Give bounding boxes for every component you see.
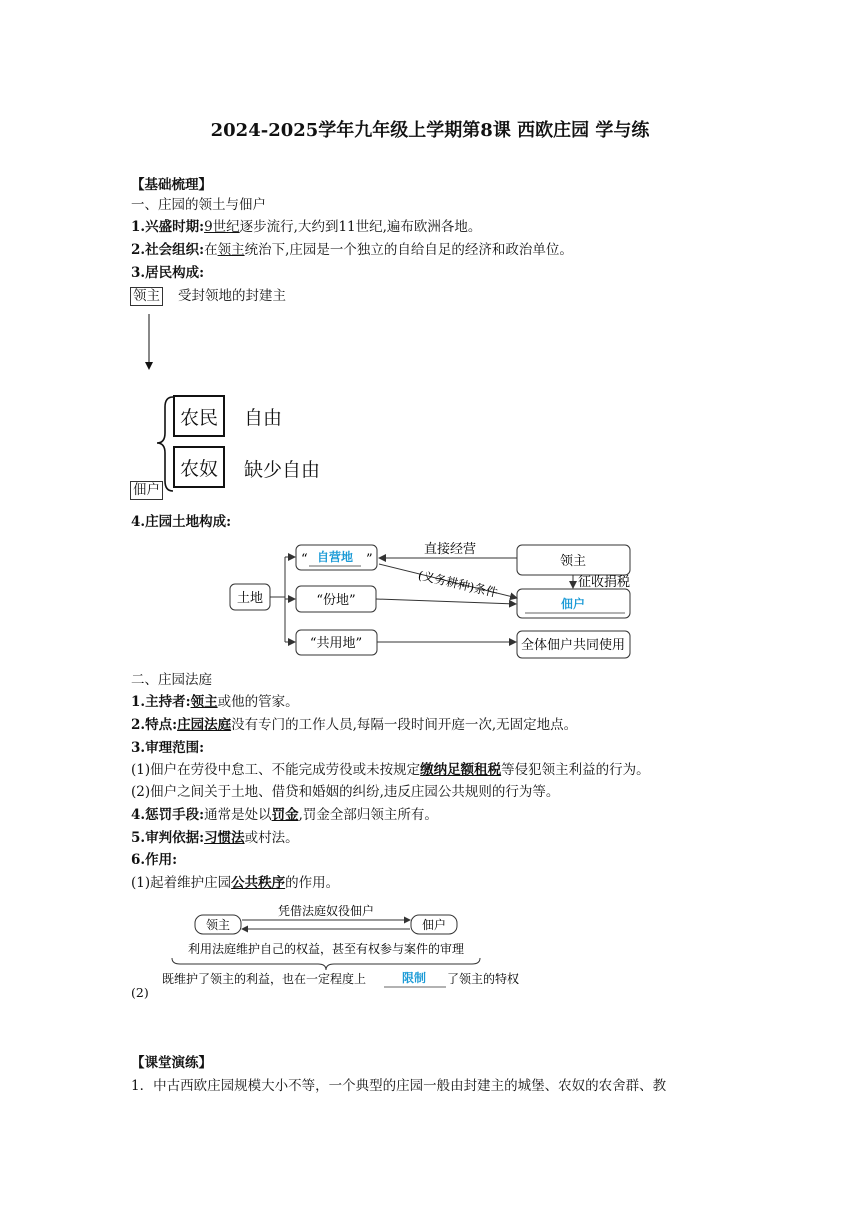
court-tenant-label: 佃户 [421, 918, 447, 932]
page-title: 2024-2025学年九年级上学期第8课 西欧庄园 学与练 [210, 120, 650, 141]
item-text: (1)起着维护庄园 [131, 875, 232, 891]
part2-item6a [131, 873, 339, 893]
item-label: 2.社会组织: [131, 242, 205, 258]
serf-description: 缺少自由 [244, 459, 321, 481]
quote-open: “ [301, 552, 308, 567]
direct-label: 直接经营 [423, 542, 477, 557]
item-text: 或村法。 [244, 830, 299, 846]
item-label: 4.惩罚手段: [131, 807, 205, 823]
court-diagram [150, 898, 550, 998]
item-text: 等侵犯领主利益的行为。 [501, 762, 650, 778]
serf-box: 农奴 [173, 446, 225, 488]
item-label: 1.主持者: [131, 694, 191, 710]
common-label: “共用地” [309, 636, 363, 651]
section-practice-heading: 【课堂演练】 [131, 1055, 212, 1071]
part2-item3: 3.审理范围: [131, 740, 205, 756]
item-text: 的作用。 [285, 875, 340, 891]
answer-key: 罚金 [271, 807, 299, 823]
peasant-box: 农民 [173, 395, 225, 437]
land-label: 土地 [236, 591, 264, 606]
answer-key: 缴纳足额租税 [420, 762, 502, 778]
item-text: 统治下,庄园是一个独立的自给自足的经济和政治单位。 [244, 242, 573, 258]
down-arrow-icon [140, 312, 160, 372]
item-text: 或他的管家。 [217, 694, 299, 710]
tax-label: 征收捐税 [578, 575, 631, 590]
item-text: 没有专门的工作人员,每隔一段时间开庭一次,无固定地点。 [231, 717, 578, 733]
part1-item1 [131, 217, 481, 237]
all-tenants-label: 全体佃户共同使用 [520, 638, 626, 653]
part2-item3a [131, 760, 650, 780]
demesne-label: 自营地 [316, 550, 354, 564]
land-diagram [225, 536, 645, 664]
item-label: 2.特点: [131, 717, 178, 733]
duty-label: (义务耕种)条件 [416, 568, 500, 601]
lord-box: 领主 [130, 287, 163, 306]
quote-close: ” [366, 552, 373, 567]
lord-label: 领主 [559, 554, 587, 569]
answer-key: 公共秩序 [231, 875, 286, 891]
part2-item5 [131, 828, 299, 848]
answer-key: 领主 [190, 694, 218, 710]
peasant-description: 自由 [244, 407, 283, 429]
court-lord-label: 领主 [205, 918, 231, 932]
practice-question-1: 1．中古西欧庄园规模大小不等，一个典型的庄园一般由封建主的城堡、农奴的农舍群、教 [131, 1078, 667, 1094]
section-basic-heading: 【基础梳理】 [131, 177, 212, 193]
tenant-box: 佃户 [130, 481, 163, 500]
item-text: ,罚金全部归领主所有。 [298, 807, 438, 823]
item-text: 在 [204, 242, 218, 258]
part1-item4: 4.庄园土地构成: [131, 514, 232, 530]
item-label: 5.审判依据: [131, 830, 205, 846]
part2-item3b: (2)佃户之间关于土地、借贷和婚姻的纠纷,违反庄园公共规则的行为等。 [131, 784, 560, 800]
share-label: “份地” [316, 593, 356, 608]
part2-item1 [131, 692, 299, 712]
court-brace [172, 958, 480, 970]
part1-item3: 3.居民构成: [131, 265, 205, 281]
answer-key: 9世纪 [204, 219, 240, 235]
item-text: 逐步流行,大约到11世纪,遍布欧洲各地。 [239, 219, 482, 235]
court-top-label: 凭借法庭奴役佃户 [277, 904, 375, 918]
part2-heading: 二、庄园法庭 [131, 672, 212, 688]
part1-heading: 一、庄园的领土与佃户 [131, 197, 266, 213]
answer-key: 领主 [217, 242, 245, 258]
court-conclusion-key: 限制 [401, 971, 427, 985]
answer-key: 习惯法 [204, 830, 245, 846]
part2-item6: 6.作用: [131, 852, 178, 868]
answer-key: 庄园法庭 [177, 717, 232, 733]
part2-item2 [131, 715, 577, 735]
item-text: 通常是处以 [204, 807, 272, 823]
lord-description: 受封领地的封建主 [178, 288, 286, 304]
court-bottom-label: 利用法庭维护自己的权益，甚至有权参与案件的审理 [187, 942, 465, 956]
part1-item2 [131, 240, 573, 260]
court-conclusion-rest: 了领主的特权 [447, 972, 520, 986]
court-item-number: (2) [131, 985, 149, 1000]
item-text: (1)佃户在劳役中怠工、不能完成劳役或未按规定 [131, 762, 421, 778]
item-label: 1.兴盛时期: [131, 219, 205, 235]
tenant-label: 佃户 [560, 597, 586, 611]
part2-item4 [131, 805, 438, 825]
court-conclusion-pre: 既维护了领主的利益，也在一定程度上 [162, 972, 367, 986]
